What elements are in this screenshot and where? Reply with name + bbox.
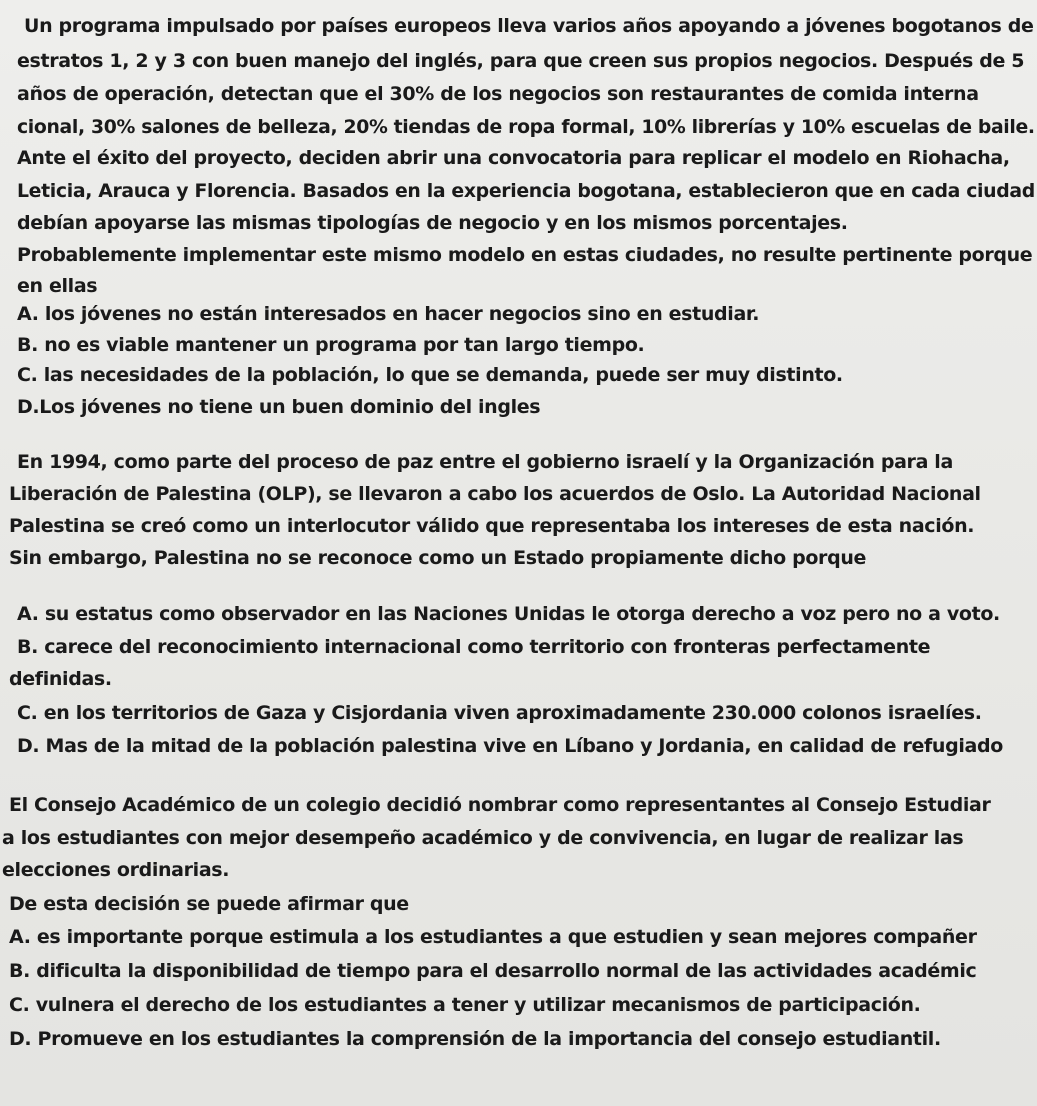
q3-option-c: C. vulnera el derecho de los estudiantes a tener y utilizar mecanismos de participación.	[9, 994, 921, 1016]
q2-option-c: C. en los territorios de Gaza y Cisjordania viven aproximadamente 230.000 colonos israelíes.	[17, 702, 982, 724]
q2-option-b: B. carece del reconocimiento internacional como territorio con fronteras perfectamente	[17, 636, 931, 658]
q1-stem-line: años de operación, detectan que el 30% de los negocios son restaurantes de comida interna	[17, 83, 979, 105]
q3-stem-line: elecciones ordinarias.	[2, 859, 230, 881]
q2-stem-line: En 1994, como parte del proceso de paz entre el gobierno israelí y la Organización para la	[17, 451, 953, 473]
q1-stem-line: Un programa impulsado por países europeos lleva varios años apoyando a jóvenes bogotanos de	[24, 15, 1034, 37]
q3-option-a: A. es importante porque estimula a los estudiantes a que estudien y sean mejores compañer	[9, 926, 977, 948]
q1-option-b: B. no es viable mantener un programa por tan largo tiempo.	[17, 334, 645, 356]
q1-stem-line: en ellas	[17, 275, 98, 297]
q1-stem-line: Ante el éxito del proyecto, deciden abrir una convocatoria para replicar el modelo en Riohacha,	[17, 147, 1010, 169]
q3-option-d: D. Promueve en los estudiantes la comprensión de la importancia del consejo estudiantil.	[9, 1028, 941, 1050]
q1-stem-line: Probablemente implementar este mismo modelo en estas ciudades, no resulte pertinente porque	[17, 244, 1033, 266]
q1-stem-line: Leticia, Arauca y Florencia. Basados en la experiencia bogotana, establecieron que en cada ciudad	[17, 180, 1035, 202]
q3-option-b: B. dificulta la disponibilidad de tiempo para el desarrollo normal de las actividades académic	[9, 960, 977, 982]
q1-stem-line: estratos 1, 2 y 3 con buen manejo del inglés, para que creen sus propios negocios. Después de 5	[17, 50, 1025, 72]
q2-stem-line: Palestina se creó como un interlocutor válido que representaba los intereses de esta nación.	[9, 515, 975, 537]
q2-stem-line: Sin embargo, Palestina no se reconoce como un Estado propiamente dicho porque	[9, 547, 867, 569]
q1-option-d: D.Los jóvenes no tiene un buen dominio del ingles	[17, 396, 541, 418]
q3-stem-line: El Consejo Académico de un colegio decidió nombrar como representantes al Consejo Estudiar	[9, 794, 991, 816]
q2-stem-line: Liberación de Palestina (OLP), se llevaron a cabo los acuerdos de Oslo. La Autoridad Nacional	[9, 483, 981, 505]
q1-option-c: C. las necesidades de la población, lo que se demanda, puede ser muy distinto.	[17, 364, 843, 386]
q1-stem-line: cional, 30% salones de belleza, 20% tiendas de ropa formal, 10% librerías y 10% escuelas de baile.	[17, 116, 1035, 138]
q3-stem-line: a los estudiantes con mejor desempeño académico y de convivencia, en lugar de realizar las	[2, 827, 964, 849]
q1-option-a: A. los jóvenes no están interesados en hacer negocios sino en estudiar.	[17, 303, 760, 325]
q3-stem-line: De esta decisión se puede afirmar que	[9, 893, 409, 915]
q2-option-a: A. su estatus como observador en las Naciones Unidas le otorga derecho a voz pero no a voto.	[17, 603, 1000, 625]
q2-option-b-cont: definidas.	[9, 668, 112, 690]
q1-stem-line: debían apoyarse las mismas tipologías de negocio y en los mismos porcentajes.	[17, 212, 848, 234]
q2-option-d: D. Mas de la mitad de la población palestina vive en Líbano y Jordania, en calidad de refugiado	[17, 735, 1003, 757]
